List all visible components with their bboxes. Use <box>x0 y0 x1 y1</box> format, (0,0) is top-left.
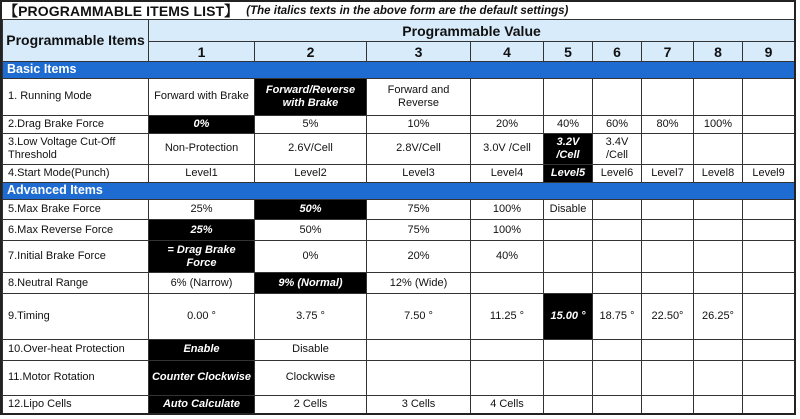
value-cell: Level2 <box>255 164 367 182</box>
value-cell <box>367 360 471 395</box>
value-cell: Level4 <box>471 164 544 182</box>
value-number-9: 9 <box>743 42 795 61</box>
table-row <box>3 273 795 293</box>
value-cell <box>471 79 544 116</box>
value-cell: 100% <box>471 200 544 220</box>
value-cell: 40% <box>544 115 593 133</box>
value-cell <box>593 200 642 220</box>
value-cell: 2.8V/Cell <box>367 133 471 164</box>
default-value-cell: Auto Calculate <box>149 395 255 414</box>
value-cell <box>642 133 694 164</box>
value-cell <box>593 220 642 240</box>
value-cell: Disable <box>255 339 367 360</box>
table-row <box>3 164 795 182</box>
item-label: 6.Max Reverse Force <box>3 220 149 240</box>
value-cell: 100% <box>694 115 743 133</box>
value-cell <box>743 133 795 164</box>
value-cell <box>642 360 694 395</box>
value-cell: 25% <box>149 200 255 220</box>
table-row <box>3 360 795 395</box>
item-label: 12.Lipo Cells <box>3 395 149 414</box>
value-number-4: 4 <box>471 42 544 61</box>
value-cell <box>593 240 642 273</box>
value-cell <box>642 273 694 293</box>
table-row <box>3 395 795 414</box>
value-cell: Forward and Reverse <box>367 79 471 116</box>
default-value-cell: 3.2V /Cell <box>544 133 593 164</box>
item-label: 8.Neutral Range <box>3 273 149 293</box>
default-value-cell: = Drag Brake Force <box>149 240 255 273</box>
value-cell <box>743 273 795 293</box>
value-cell <box>694 200 743 220</box>
default-value-cell: Counter Clockwise <box>149 360 255 395</box>
value-cell <box>642 395 694 414</box>
value-cell <box>593 360 642 395</box>
value-cell <box>743 115 795 133</box>
value-number-2: 2 <box>255 42 367 61</box>
header-row <box>3 20 795 42</box>
value-cell <box>471 339 544 360</box>
value-cell <box>642 200 694 220</box>
value-cell: 10% <box>367 115 471 133</box>
default-value-cell: 9% (Normal) <box>255 273 367 293</box>
value-cell <box>471 273 544 293</box>
value-number-1: 1 <box>149 42 255 61</box>
programmable-items-table <box>2 19 795 415</box>
value-cell: 5% <box>255 115 367 133</box>
value-cell <box>544 395 593 414</box>
value-cell <box>642 240 694 273</box>
table-row <box>3 200 795 220</box>
value-cell: 3.4V /Cell <box>593 133 642 164</box>
value-cell <box>694 339 743 360</box>
value-cell <box>593 79 642 116</box>
sheet-title: 【PROGRAMMABLE ITEMS LIST】 <box>4 2 239 19</box>
value-cell <box>743 240 795 273</box>
value-cell: 11.25 ° <box>471 293 544 339</box>
value-cell: 80% <box>642 115 694 133</box>
value-cell: 100% <box>471 220 544 240</box>
table-row <box>3 339 795 360</box>
value-cell: 18.75 ° <box>593 293 642 339</box>
value-cell <box>743 293 795 339</box>
item-label: 7.Initial Brake Force <box>3 240 149 273</box>
value-cell <box>544 360 593 395</box>
value-cell: 75% <box>367 220 471 240</box>
value-cell <box>642 339 694 360</box>
default-value-cell: 50% <box>255 200 367 220</box>
value-cell: 20% <box>367 240 471 273</box>
value-cell: 22.50° <box>642 293 694 339</box>
table-row <box>3 220 795 240</box>
section-row <box>3 61 795 78</box>
value-number-7: 7 <box>642 42 694 61</box>
value-cell: 3.0V /Cell <box>471 133 544 164</box>
value-cell: Level7 <box>642 164 694 182</box>
value-cell <box>694 220 743 240</box>
default-value-cell: Forward/Reverse with Brake <box>255 79 367 116</box>
table-row <box>3 133 795 164</box>
value-cell: Non-Protection <box>149 133 255 164</box>
item-label: 11.Motor Rotation <box>3 360 149 395</box>
value-cell: Level3 <box>367 164 471 182</box>
table-row <box>3 240 795 273</box>
value-number-5: 5 <box>544 42 593 61</box>
item-label: 9.Timing <box>3 293 149 339</box>
defaults-note: (The italics texts in the above form are the default settings) <box>246 4 569 17</box>
default-value-cell: Level5 <box>544 164 593 182</box>
value-cell: 3 Cells <box>367 395 471 414</box>
value-cell <box>694 240 743 273</box>
value-cell: Level6 <box>593 164 642 182</box>
value-cell <box>642 220 694 240</box>
default-value-cell: Enable <box>149 339 255 360</box>
title-bar <box>2 2 794 19</box>
value-cell: 0% <box>255 240 367 273</box>
value-cell: Level1 <box>149 164 255 182</box>
value-cell: Level8 <box>694 164 743 182</box>
value-cell <box>544 273 593 293</box>
value-cell: 4 Cells <box>471 395 544 414</box>
value-cell: 2.6V/Cell <box>255 133 367 164</box>
item-label: 3.Low Voltage Cut-Off Threshold <box>3 133 149 164</box>
value-cell <box>694 79 743 116</box>
default-value-cell: 15.00 ° <box>544 293 593 339</box>
value-cell: 3.75 ° <box>255 293 367 339</box>
value-cell <box>743 220 795 240</box>
value-cell <box>694 360 743 395</box>
items-column-header: Programmable Items <box>3 20 149 62</box>
value-cell: 50% <box>255 220 367 240</box>
value-cell: 26.25° <box>694 293 743 339</box>
section-title: Basic Items <box>3 61 795 78</box>
value-cell <box>544 220 593 240</box>
value-cell <box>593 339 642 360</box>
value-cell <box>544 339 593 360</box>
table-row <box>3 293 795 339</box>
value-cell: 75% <box>367 200 471 220</box>
value-cell <box>367 339 471 360</box>
value-cell: Level9 <box>743 164 795 182</box>
value-cell: 2 Cells <box>255 395 367 414</box>
value-cell: Forward with Brake <box>149 79 255 116</box>
value-column-header: Programmable Value <box>149 20 795 42</box>
value-cell <box>743 360 795 395</box>
value-cell <box>743 200 795 220</box>
value-cell: 7.50 ° <box>367 293 471 339</box>
value-cell: 20% <box>471 115 544 133</box>
value-cell <box>694 133 743 164</box>
value-cell: 12% (Wide) <box>367 273 471 293</box>
value-cell <box>642 79 694 116</box>
value-cell <box>743 339 795 360</box>
item-label: 1. Running Mode <box>3 79 149 116</box>
section-row <box>3 182 795 199</box>
value-cell <box>544 240 593 273</box>
value-cell <box>694 273 743 293</box>
default-value-cell: 0% <box>149 115 255 133</box>
item-label: 2.Drag Brake Force <box>3 115 149 133</box>
value-cell <box>593 395 642 414</box>
value-cell <box>544 79 593 116</box>
value-cell: Disable <box>544 200 593 220</box>
table-row <box>3 115 795 133</box>
value-cell <box>743 395 795 414</box>
value-cell <box>471 360 544 395</box>
value-cell: Clockwise <box>255 360 367 395</box>
value-cell <box>743 79 795 116</box>
section-title: Advanced Items <box>3 182 795 199</box>
value-cell: 60% <box>593 115 642 133</box>
item-label: 10.Over-heat Protection <box>3 339 149 360</box>
value-cell: 40% <box>471 240 544 273</box>
item-label: 4.Start Mode(Punch) <box>3 164 149 182</box>
value-number-8: 8 <box>694 42 743 61</box>
value-number-3: 3 <box>367 42 471 61</box>
item-label: 5.Max Brake Force <box>3 200 149 220</box>
value-cell: 0.00 ° <box>149 293 255 339</box>
value-number-6: 6 <box>593 42 642 61</box>
table-row <box>3 79 795 116</box>
default-value-cell: 25% <box>149 220 255 240</box>
value-cell: 6% (Narrow) <box>149 273 255 293</box>
value-cell <box>694 395 743 414</box>
value-cell <box>593 273 642 293</box>
